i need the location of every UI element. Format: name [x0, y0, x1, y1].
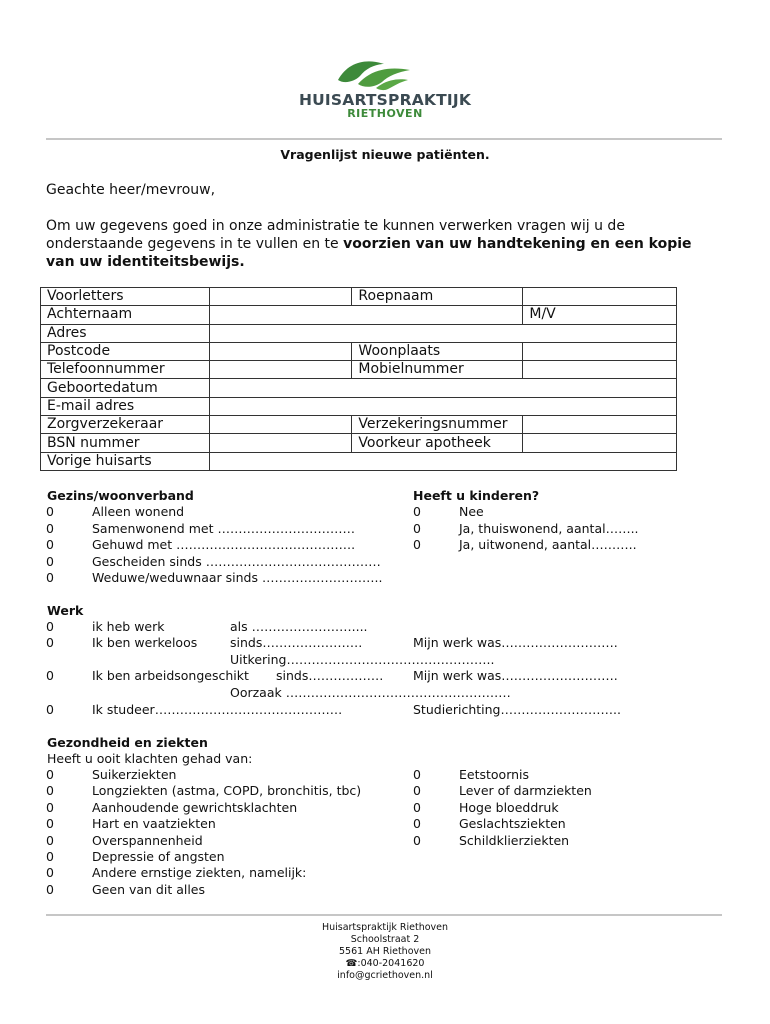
- option-label: Geslachtsziekten: [459, 816, 566, 832]
- label-woonplaats: Woonplaats: [352, 342, 523, 360]
- option-label: Overspannenheid: [92, 832, 203, 848]
- label-verzekeringsnummer: Verzekeringsnummer: [352, 416, 523, 434]
- table-row: [41, 416, 677, 434]
- section-heading-gezin: Gezins/woonverband: [47, 488, 194, 503]
- option-label: Suikerziekten: [92, 767, 177, 782]
- werk-option-label: Ik ben arbeidsongeschikt: [92, 668, 249, 683]
- werk-field[interactable]: sinds……………………: [230, 635, 363, 650]
- practice-logo-leaf-icon: [336, 58, 412, 92]
- intro-text: onderstaande gegevens in te vullen en te: [46, 236, 344, 252]
- checkbox-mark[interactable]: 0: [46, 767, 54, 782]
- label-mv[interactable]: M/V: [523, 306, 677, 324]
- intro-line-2: [46, 235, 692, 253]
- label-apotheek: Voorkeur apotheek: [352, 434, 523, 452]
- checkbox-mark[interactable]: 0: [413, 799, 421, 815]
- input-roepnaam[interactable]: [523, 288, 677, 306]
- option-label: Andere ernstige ziekten, namelijk:: [92, 865, 307, 881]
- table-row: [41, 306, 677, 324]
- checkbox-mark[interactable]: 0: [413, 832, 421, 848]
- checkbox-mark[interactable]: 0: [46, 668, 54, 683]
- checkbox-mark[interactable]: 0: [46, 849, 54, 864]
- header-divider: [46, 138, 722, 140]
- checkbox-mark[interactable]: 0: [413, 767, 421, 782]
- input-geboortedatum[interactable]: [209, 379, 352, 397]
- checkbox-mark[interactable]: 0: [413, 783, 421, 799]
- checkbox-mark[interactable]: 0: [46, 504, 54, 519]
- section-heading-werk: Werk: [47, 603, 84, 618]
- table-row: [41, 361, 677, 379]
- table-row: [41, 342, 677, 360]
- input-vorige-huisarts[interactable]: [209, 452, 676, 470]
- werk-field[interactable]: Uitkering…………………………………………..: [230, 652, 495, 667]
- option-label: Weduwe/weduwnaar sinds ………………………..: [92, 570, 383, 585]
- table-row: [41, 452, 677, 470]
- option-label: Lever of darmziekten: [459, 783, 592, 799]
- option-label: Geen van dit alles: [92, 881, 206, 897]
- label-voorletters: Voorletters: [41, 288, 210, 306]
- footer-phone: ☎:040-2041620: [345, 958, 425, 969]
- checkbox-mark[interactable]: 0: [46, 783, 54, 799]
- checkbox-mark[interactable]: 0: [413, 504, 421, 519]
- checkbox-mark[interactable]: 0: [46, 832, 54, 848]
- checkbox-mark[interactable]: 0: [46, 881, 54, 897]
- input-apotheek[interactable]: [523, 434, 677, 452]
- section-heading-gezondheid: Gezondheid en ziekten: [47, 735, 208, 750]
- werk-option-label: Ik ben werkeloos: [92, 635, 198, 650]
- section-heading-kinderen: Heeft u kinderen?: [413, 488, 540, 503]
- greeting: Geachte heer/mevrouw,: [46, 182, 216, 198]
- checkbox-mark[interactable]: 0: [46, 799, 54, 815]
- input-bsn[interactable]: [209, 434, 352, 452]
- patient-details-table: [40, 287, 677, 471]
- input-zorgverzekeraar[interactable]: [209, 416, 352, 434]
- option-label: Gescheiden sinds ……………………………………: [92, 553, 381, 569]
- intro-emphasis: voorzien van uw handtekening en een kopie: [343, 236, 692, 252]
- checkbox-mark[interactable]: 0: [46, 865, 54, 881]
- option-label: Nee: [459, 504, 484, 519]
- checkbox-mark[interactable]: 0: [46, 702, 54, 717]
- option-label: Alleen wonend: [92, 504, 185, 519]
- input-achternaam[interactable]: [209, 306, 523, 324]
- option-label: Depressie of angsten: [92, 849, 225, 864]
- option-label: Longziekten (astma, COPD, bronchitis, tbc): [92, 783, 362, 799]
- option-label: Samenwonend met ……………………………: [92, 520, 355, 536]
- checkbox-mark[interactable]: 0: [413, 816, 421, 832]
- label-postcode: Postcode: [41, 342, 210, 360]
- input-adres[interactable]: [209, 324, 676, 342]
- brand-subname: RIETHOVEN: [347, 107, 423, 120]
- input-telefoonnummer[interactable]: [209, 361, 352, 379]
- option-label: Hoge bloeddruk: [459, 799, 559, 815]
- intro-line-1: Om uw gegevens goed in onze administratie te kunnen verwerken vragen wij u de: [46, 218, 625, 234]
- label-achternaam: Achternaam: [41, 306, 210, 324]
- checkbox-mark[interactable]: 0: [46, 635, 54, 650]
- input-voorletters[interactable]: [209, 288, 352, 306]
- option-label: Ja, uitwonend, aantal………..: [459, 537, 637, 552]
- werk-field[interactable]: Studierichting………………………..: [413, 702, 621, 717]
- option-label: Schildklierziekten: [459, 832, 570, 848]
- checkbox-mark[interactable]: 0: [413, 520, 421, 536]
- footer: [0, 922, 770, 982]
- brand-name: HUISARTSPRAKTIJK: [298, 91, 472, 109]
- input-verzekeringsnummer[interactable]: [523, 416, 677, 434]
- table-row: [41, 324, 677, 342]
- label-roepnaam: Roepnaam: [352, 288, 523, 306]
- input-postcode[interactable]: [209, 342, 352, 360]
- option-label: Gehuwd met …………………………………….: [92, 537, 356, 552]
- footer-city: 5561 AH Riethoven: [339, 946, 431, 957]
- checkbox-mark[interactable]: 0: [46, 553, 54, 569]
- label-geboortedatum: Geboortedatum: [41, 379, 210, 397]
- werk-field[interactable]: sinds………………: [276, 668, 384, 683]
- checkbox-mark[interactable]: 0: [46, 570, 54, 585]
- checkbox-mark[interactable]: 0: [46, 619, 54, 634]
- label-bsn: BSN nummer: [41, 434, 210, 452]
- option-label: Ja, thuiswonend, aantal……..: [459, 520, 639, 536]
- gezondheid-question: Heeft u ooit klachten gehad van:: [47, 751, 253, 766]
- table-row: [41, 379, 677, 397]
- footer-practice-name: Huisartspraktijk Riethoven: [321, 922, 449, 933]
- werk-option-label[interactable]: Ik studeer………………………………………: [92, 702, 343, 717]
- footer-email[interactable]: info@gcriethoven.nl: [337, 970, 433, 981]
- intro-line-3: van uw identiteitsbewijs.: [46, 254, 245, 270]
- checkbox-mark[interactable]: 0: [46, 520, 54, 536]
- checkbox-mark[interactable]: 0: [46, 816, 54, 832]
- werk-option-label: ik heb werk: [92, 619, 165, 634]
- footer-divider: [46, 914, 722, 916]
- table-row: [41, 397, 677, 415]
- input-email[interactable]: [209, 397, 352, 415]
- checkbox-mark[interactable]: 0: [46, 537, 54, 552]
- table-row: [41, 434, 677, 452]
- checkbox-mark[interactable]: 0: [413, 537, 421, 552]
- option-label: Aanhoudende gewrichtsklachten: [92, 799, 298, 815]
- option-label: Hart en vaatziekten: [92, 816, 216, 832]
- werk-field[interactable]: als ……………………....: [230, 619, 368, 634]
- werk-field[interactable]: Mijn werk was……………………….: [413, 635, 618, 650]
- input-geboortedatum-rest[interactable]: [352, 379, 677, 397]
- input-email-rest[interactable]: [352, 397, 677, 415]
- label-mobielnummer: Mobielnummer: [352, 361, 523, 379]
- werk-field[interactable]: Mijn werk was……………………….: [413, 668, 618, 683]
- label-adres: Adres: [41, 324, 210, 342]
- footer-street: Schoolstraat 2: [350, 934, 420, 945]
- option-label: Eetstoornis: [459, 767, 530, 782]
- label-telefoonnummer: Telefoonnummer: [41, 361, 210, 379]
- input-woonplaats[interactable]: [523, 342, 677, 360]
- document-title: Vragenlijst nieuwe patiënten.: [280, 147, 490, 162]
- label-zorgverzekeraar: Zorgverzekeraar: [41, 416, 210, 434]
- label-vorige-huisarts: Vorige huisarts: [41, 452, 210, 470]
- label-email: E-mail adres: [41, 397, 210, 415]
- werk-field[interactable]: Oorzaak ………………………………………………: [230, 685, 511, 700]
- table-row: [41, 288, 677, 306]
- input-mobielnummer[interactable]: [523, 361, 677, 379]
